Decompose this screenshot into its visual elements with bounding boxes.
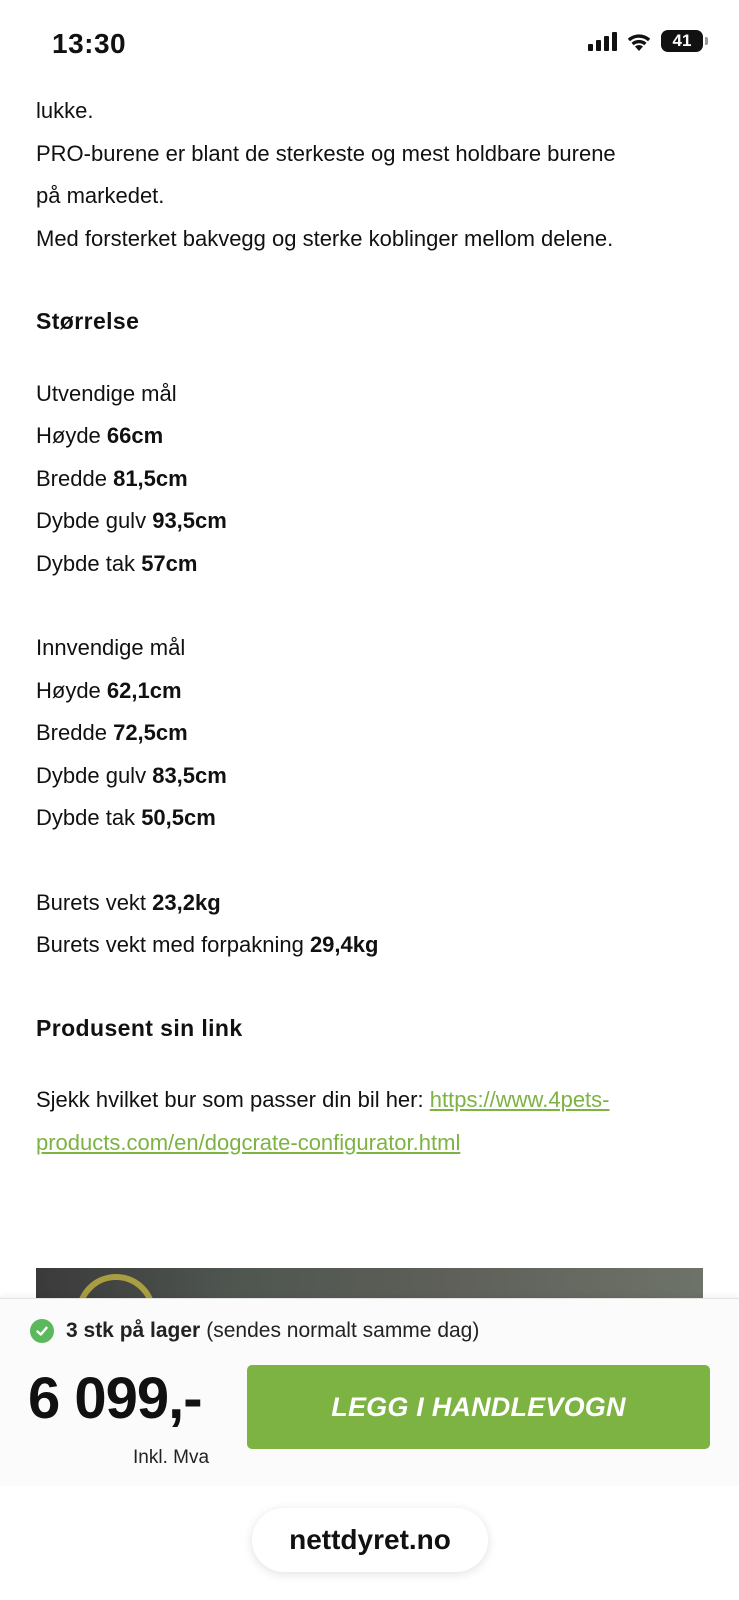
description-line: på markedet. bbox=[36, 183, 165, 208]
spec-label: Burets vekt bbox=[36, 889, 147, 915]
spec-value: 93,5cm bbox=[152, 508, 227, 533]
spec-row bbox=[36, 924, 708, 967]
spec-label: Bredde bbox=[36, 465, 107, 491]
spec-row bbox=[36, 797, 708, 840]
spec-value: 62,1cm bbox=[106, 677, 182, 703]
price: 6 099,- bbox=[28, 1366, 202, 1431]
description-line: Med forsterket bakvegg og sterke koblinger mellom delene. bbox=[36, 225, 614, 251]
description-line: lukke. bbox=[36, 98, 94, 123]
spec-row bbox=[36, 458, 708, 501]
status-bar bbox=[0, 0, 739, 82]
outer-dimensions-heading: Utvendige mål bbox=[36, 380, 177, 406]
manufacturer-link-heading: Produsent sin link bbox=[36, 1014, 243, 1041]
stock-status bbox=[30, 1319, 479, 1343]
product-description bbox=[36, 82, 708, 1164]
spec-row bbox=[36, 712, 708, 755]
vat-label: Inkl. Mva bbox=[133, 1447, 210, 1468]
browser-toolbar bbox=[0, 1486, 739, 1600]
wifi-icon bbox=[625, 31, 653, 52]
spec-row bbox=[36, 500, 708, 543]
inner-dimensions-heading: Innvendige mål bbox=[36, 635, 186, 660]
manufacturer-link-paragraph bbox=[36, 1079, 708, 1164]
description-line: PRO-burene er blant de sterkeste og mest holdbare burene bbox=[36, 140, 616, 166]
configurator-link[interactable]: https://www.4pets- products.com/en/dogcrate-configurator.html bbox=[36, 1087, 610, 1155]
spec-label: Burets vekt med forpakning bbox=[36, 932, 304, 957]
spec-row bbox=[36, 670, 708, 713]
status-icons bbox=[588, 30, 703, 52]
address-bar[interactable]: nettdyret.no bbox=[252, 1508, 488, 1572]
battery-icon: 41 bbox=[661, 30, 703, 52]
spec-label: Dybde gulv bbox=[36, 508, 147, 533]
spec-label: Høyde bbox=[36, 423, 101, 448]
spec-value: 83,5cm bbox=[152, 762, 227, 788]
spec-row bbox=[36, 543, 708, 586]
spec-row bbox=[36, 415, 708, 458]
add-to-cart-button[interactable]: LEGG I HANDLEVOGN bbox=[247, 1365, 710, 1449]
spec-row bbox=[36, 882, 708, 925]
stock-count: 3 stk på lager bbox=[66, 1319, 201, 1342]
spec-value: 29,4kg bbox=[309, 932, 379, 957]
status-time: 13:30 bbox=[52, 28, 127, 59]
spec-value: 50,5cm bbox=[141, 805, 216, 830]
spec-label: Dybde tak bbox=[36, 550, 136, 576]
link-intro-text: Sjekk hvilket bur som passer din bil her: bbox=[36, 1087, 424, 1112]
spec-label: Dybde tak bbox=[36, 805, 136, 830]
size-heading: Størrelse bbox=[36, 308, 140, 334]
spec-value: 57cm bbox=[141, 550, 198, 576]
spec-label: Dybde gulv bbox=[36, 762, 147, 788]
spec-label: Høyde bbox=[36, 677, 101, 703]
spec-value: 72,5cm bbox=[113, 720, 188, 745]
stock-note: (sendes normalt samme dag) bbox=[206, 1319, 480, 1342]
spec-row bbox=[36, 755, 708, 798]
purchase-bar bbox=[0, 1298, 739, 1486]
spec-value: 23,2kg bbox=[152, 889, 221, 915]
spec-value: 81,5cm bbox=[113, 465, 188, 491]
check-circle-icon bbox=[30, 1319, 54, 1343]
cellular-signal-icon bbox=[588, 31, 617, 51]
spec-label: Bredde bbox=[36, 720, 107, 745]
clipped-text-line bbox=[36, 82, 708, 90]
spec-value: 66cm bbox=[106, 423, 164, 448]
